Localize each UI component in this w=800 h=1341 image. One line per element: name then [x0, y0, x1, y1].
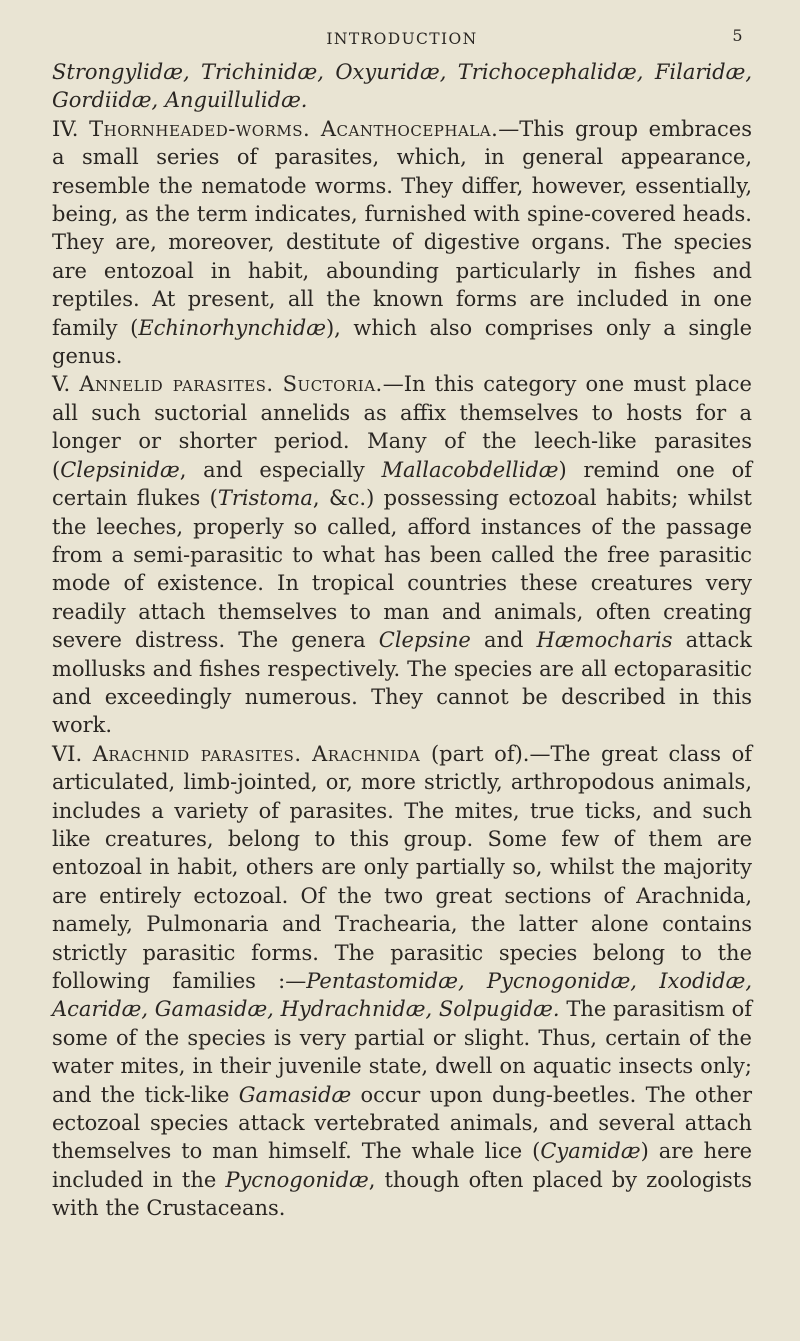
- text-run: IV.: [52, 116, 90, 141]
- italic-term: Clepsine: [378, 628, 471, 653]
- text-run: and: [470, 628, 537, 653]
- text-run: occur upon dung-beetles. The other ectozoal species attack vertebrated animals, and several attach themselves to man himself. The whale lice (: [52, 1082, 753, 1164]
- text-run: —In this category one must place all such suctorial annelids as affix themselves to hosts for a longer or shorter period. Many of the leech-like parasites (: [52, 372, 752, 482]
- paragraph: [52, 740, 752, 1223]
- text-run: , though often placed by zoologists with the Crustaceans.: [52, 1167, 753, 1221]
- text-run: attack mollusks and fishes respectively. The species are all ectoparasitic and exceedingly numerous. They cannot be described in this work.: [52, 628, 752, 738]
- text-run: The parasitism of some of the species is very partial or slight. Thus, certain of the water mites, in their juvenile state, dwell on aquatic insects only; and the tick-like: [52, 997, 752, 1107]
- text-run: , &c.) possessing ectozoal habits; whilst the leeches, properly so called, afford instances of the passage from a semi-parasitic to what has been called the free parasitic mode of existence. In tropical countries these creatures very readily attach themselves to man and animals, often creating severe distress. The genera: [52, 486, 752, 653]
- text-run: VI.: [52, 741, 93, 766]
- italic-term: Cyamidæ: [540, 1139, 641, 1164]
- text-run: [310, 117, 321, 141]
- italic-term: Gamasidæ: [238, 1082, 352, 1107]
- italic-term: Pycnogonidæ: [225, 1167, 369, 1192]
- text-run: ), which also comprises only a single genus.: [52, 315, 752, 369]
- text-run: ) are here included in the: [52, 1139, 753, 1192]
- text-run: [302, 742, 313, 766]
- italic-term: Tristoma: [217, 486, 313, 511]
- text-run: —This group embraces a small series of parasites, which, in general appearance, resemble the nematode worms. They differ, however, essentially, being, as the term indicates, furnished with spine-covered heads. They are, moreover, destitute of digestive organs. The species are entozoal in habit, abounding particularly in fishes and reptiles. At present, all the known forms are included in one family (: [52, 116, 752, 340]
- text-run: , and especially: [179, 457, 382, 482]
- section-heading: Suctoria.: [282, 372, 383, 397]
- section-heading: Thornheaded-worms.: [89, 116, 311, 141]
- paragraph: [52, 370, 752, 739]
- page-number: 5: [732, 26, 744, 45]
- running-header: [52, 26, 752, 48]
- italic-term: Strongylidæ, Trichinidæ, Oxyuridæ, Trichocephalidæ, Filaridæ, Gordiidæ, Anguillulidæ.: [52, 60, 752, 113]
- running-title: INTRODUCTION: [326, 30, 478, 48]
- paragraph: [52, 58, 752, 115]
- italic-term: Echinorhynchidæ: [138, 315, 326, 340]
- body-text: [52, 58, 752, 1223]
- text-run: (part of).—The great class of articulated, limb-jointed, or, more strictly, arthropodous animals, includes a variety of parasites. The mites, true ticks, and such like creatures, belong to this group. Some few of them are entozoal in habit, others are only partially so, whilst the majority are entirely ectozoal. Of the two great sections of Arachnida, namely, Pulmonaria and Trachearia, the latter alone contains strictly parasitic forms. The parasitic species belong to the following families :—: [52, 741, 752, 993]
- section-heading: Acanthocephala.: [320, 116, 499, 141]
- section-heading: Arachnid parasites.: [92, 741, 302, 766]
- text-run: V.: [52, 372, 80, 397]
- italic-term: Hæmocharis: [536, 628, 673, 653]
- paragraph: [52, 115, 752, 371]
- text-run: [274, 372, 283, 396]
- italic-term: Pentastomidæ, Pycnogonidæ, Ixodidæ, Acaridæ, Gamasidæ, Hydrachnidæ, Solpugidæ.: [52, 969, 752, 1022]
- section-heading: Annelid parasites.: [79, 372, 274, 397]
- section-heading: Arachnida: [312, 741, 421, 766]
- italic-term: Clepsinidæ: [60, 457, 180, 482]
- text-run: ) remind one of certain flukes (: [52, 457, 753, 511]
- italic-term: Mallacobdellidæ: [381, 457, 559, 482]
